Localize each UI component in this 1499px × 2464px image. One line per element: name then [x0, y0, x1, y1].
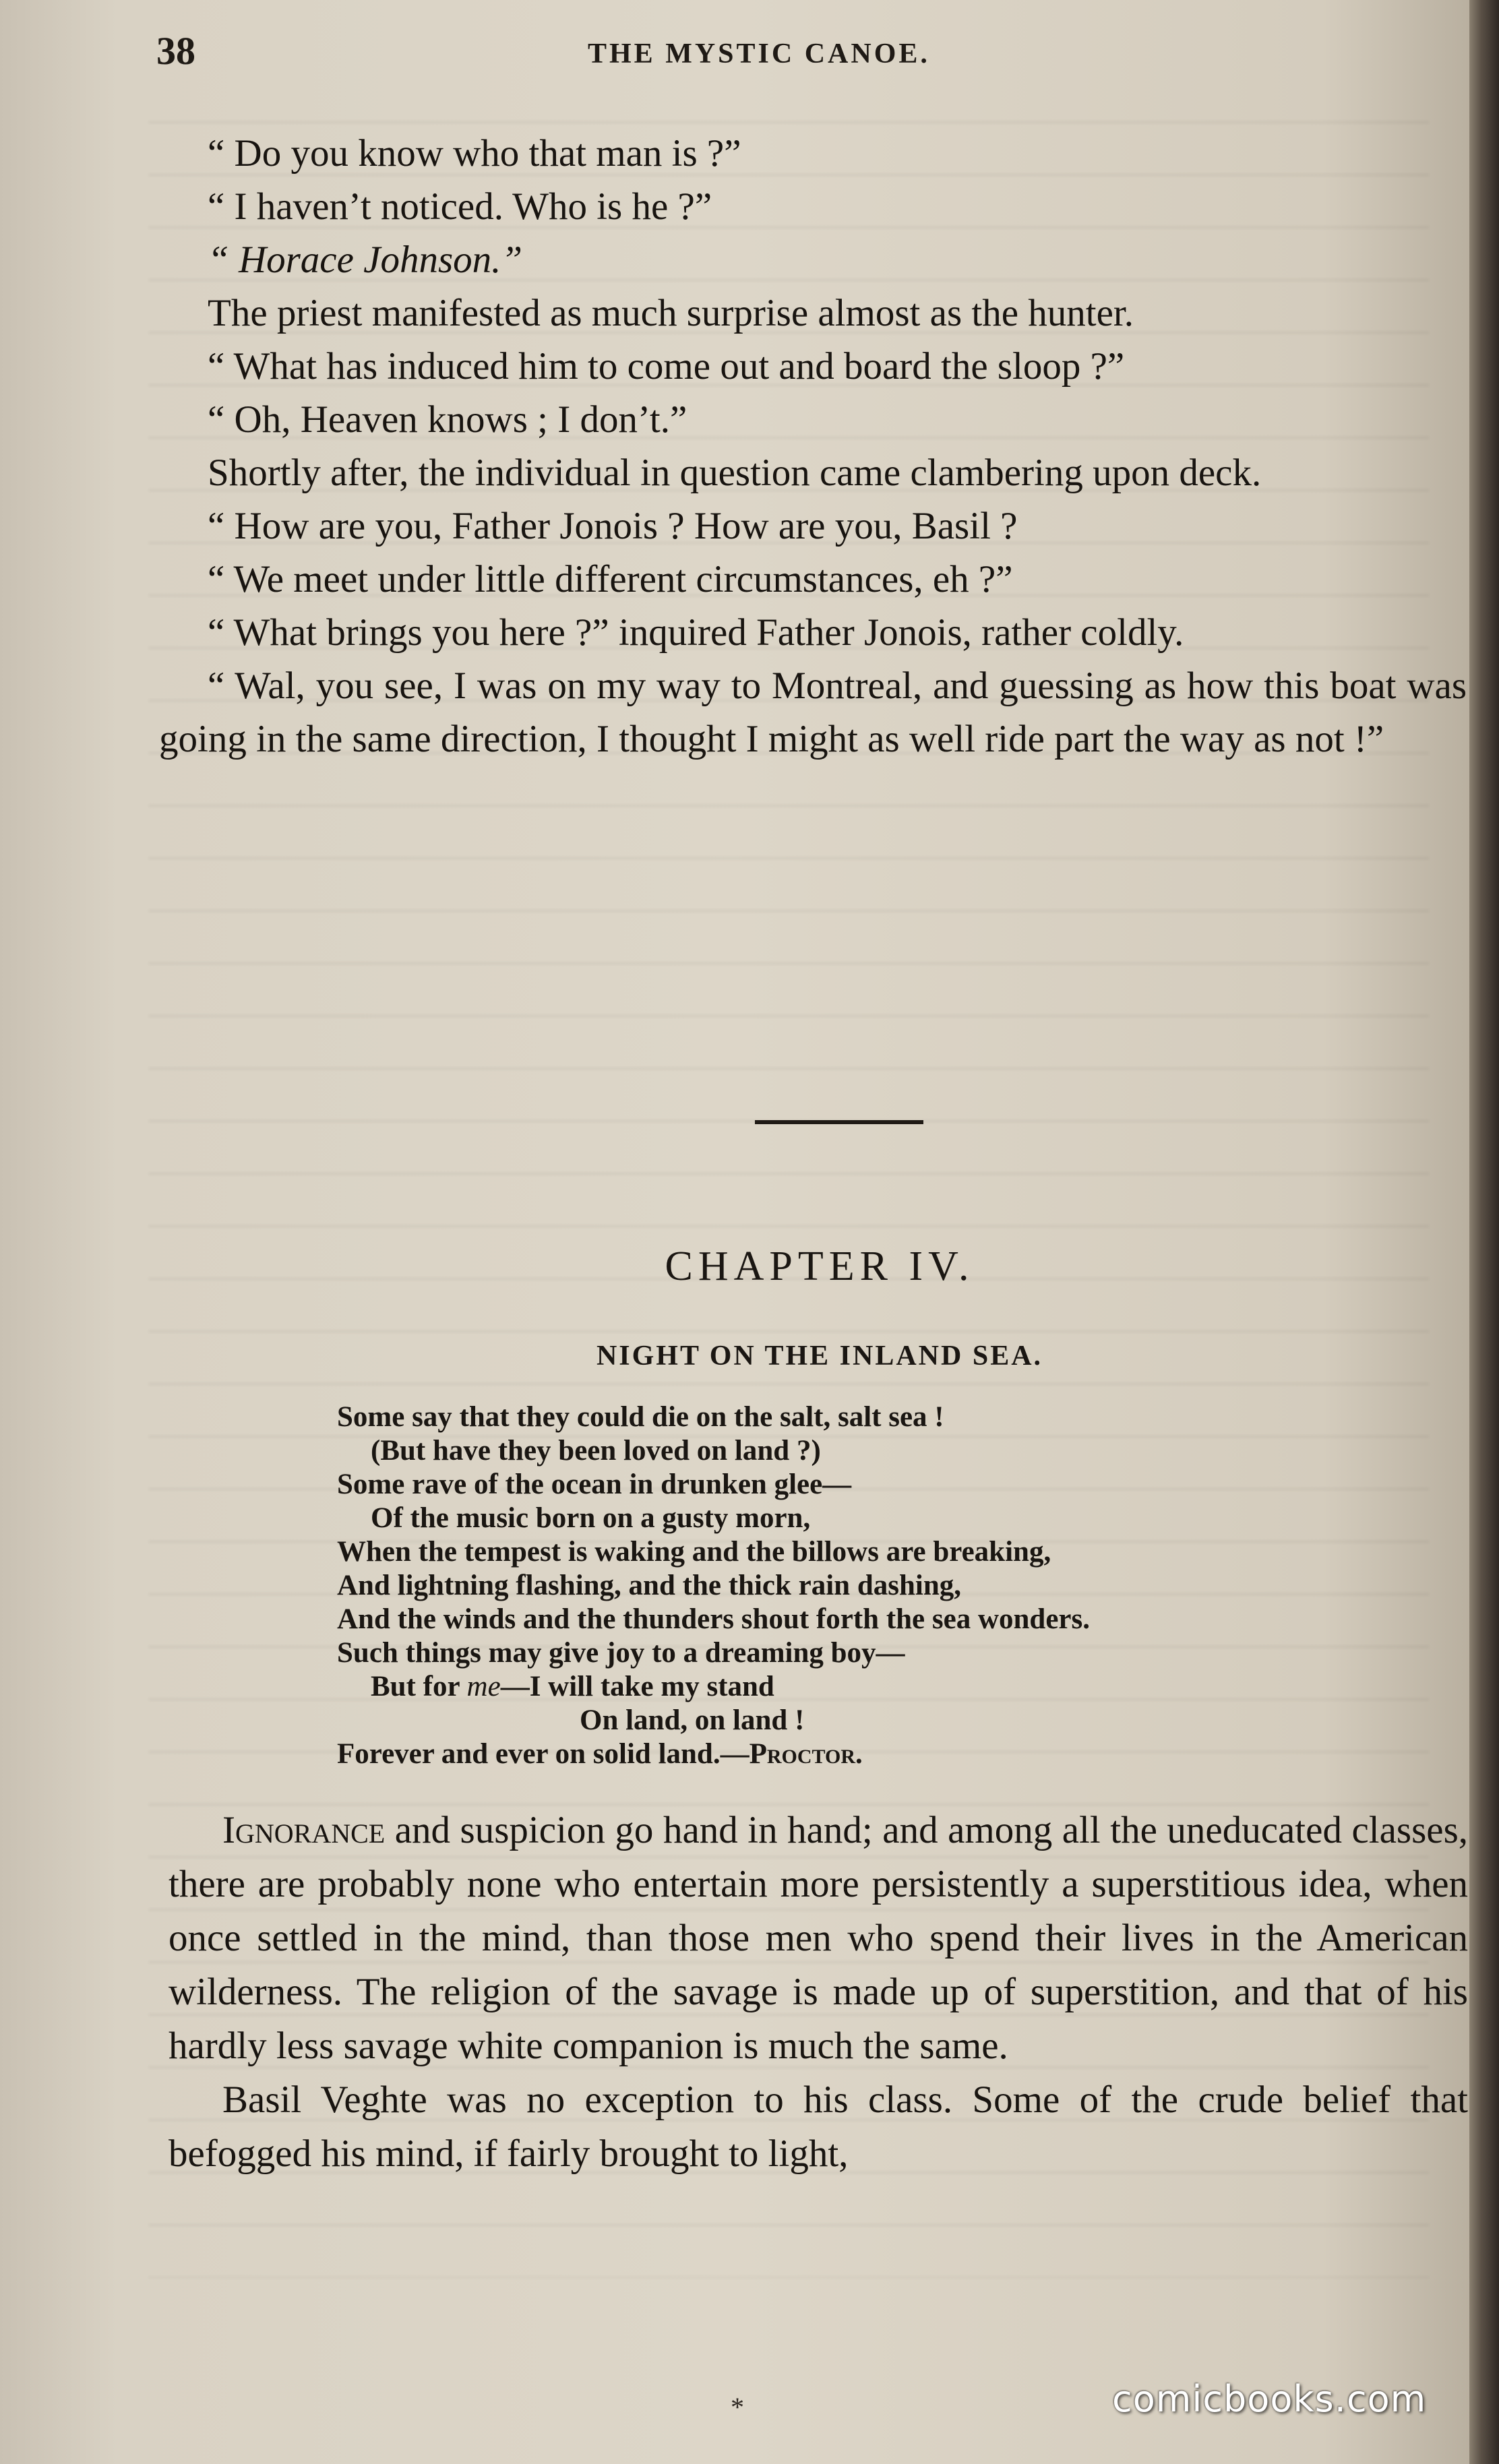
section-divider [755, 1120, 923, 1124]
paragraph-text: and suspicion go hand in hand; and among all the uneducated classes, there are probably none who entertain more persistently a superstitious idea, when once settled in the mind, than those men who spend their lives in the American wilderness. The religion of the savage is made up of superstition, and that of his hardly less savage white companion is much the same. [169, 1809, 1468, 2067]
ornament-mark: * [731, 2392, 744, 2422]
dialogue-paragraph: “ Wal, you see, I was on my way to Montreal, and guessing as how this boat was going in the same direction, I thought I might as well ride part the way as not !” [159, 665, 1467, 760]
body-paragraph [169, 1804, 1468, 2073]
poem-line: And lightning flashing, and the thick rain dashing, [337, 1570, 962, 1601]
poem-line: (But have they been loved on land ?) [371, 1435, 821, 1467]
page-number: 38 [156, 29, 195, 73]
book-spine-edge [1469, 0, 1499, 2464]
body-paragraph: Basil Veghte was no exception to his class. Some of the crude belief that befogged his mind, if fairly brought to light, [169, 2078, 1468, 2175]
poem-line [337, 1670, 1429, 1704]
poem-line-prefix: But for [371, 1671, 467, 1702]
chapter-title: CHAPTER IV. [665, 1243, 975, 1289]
running-head [156, 28, 1469, 82]
dialogue-paragraph: Shortly after, the individual in question came clambering upon deck. [208, 452, 1262, 494]
dialogue-paragraph: “ We meet under little different circumstances, eh ?” [208, 558, 1013, 600]
dialogue-paragraph: “ What has induced him to come out and board the sloop ?” [208, 345, 1125, 388]
poem-line-suffix: —I will take my stand [500, 1671, 774, 1702]
dialogue-paragraph: The priest manifested as much surprise almost as the hunter. [208, 292, 1134, 334]
dialogue-paragraph: “ What brings you here ?” inquired Father Jonois, rather coldly. [208, 611, 1184, 654]
poem-line: Such things may give joy to a dreaming boy— [337, 1637, 905, 1669]
poem-line: Some say that they could die on the salt, salt sea ! [337, 1401, 944, 1433]
watermark-text: comicbooks.com [1112, 2378, 1427, 2420]
dialogue-paragraph: “ Horace Johnson.” [208, 239, 523, 281]
dialogue-paragraph: “ I haven’t noticed. Who is he ?” [208, 185, 712, 228]
poem-line: Some rave of the ocean in drunken glee— [337, 1469, 852, 1500]
poem-line-final [337, 1737, 1429, 1771]
chapter-subtitle: NIGHT ON THE INLAND SEA. [596, 1341, 1043, 1372]
drop-lead-word: Ignorance [222, 1809, 386, 1851]
dialogue-paragraph: “ Oh, Heaven knows ; I don’t.” [208, 398, 687, 441]
poem-line: Of the music born on a gusty morn, [371, 1502, 811, 1534]
running-title: THE MYSTIC CANOE. [588, 38, 930, 69]
poem-line: When the tempest is waking and the billows are breaking, [337, 1536, 1051, 1568]
poem-line-text: Forever and ever on solid land.— [337, 1738, 750, 1770]
dialogue-paragraph: “ How are you, Father Jonois ? How are you, Basil ? [208, 505, 1018, 547]
poem-line: And the winds and the thunders shout forth the sea wonders. [337, 1603, 1090, 1635]
dialogue-paragraph: “ Do you know who that man is ?” [208, 132, 741, 175]
epigraph-poem [337, 1400, 1429, 1771]
chapter-body [169, 1804, 1468, 2181]
poem-line: On land, on land ! [580, 1704, 805, 1736]
dialogue-section [159, 127, 1467, 766]
poem-line-emphasis: me [466, 1671, 501, 1702]
poem-attribution: Proctor. [749, 1738, 863, 1770]
